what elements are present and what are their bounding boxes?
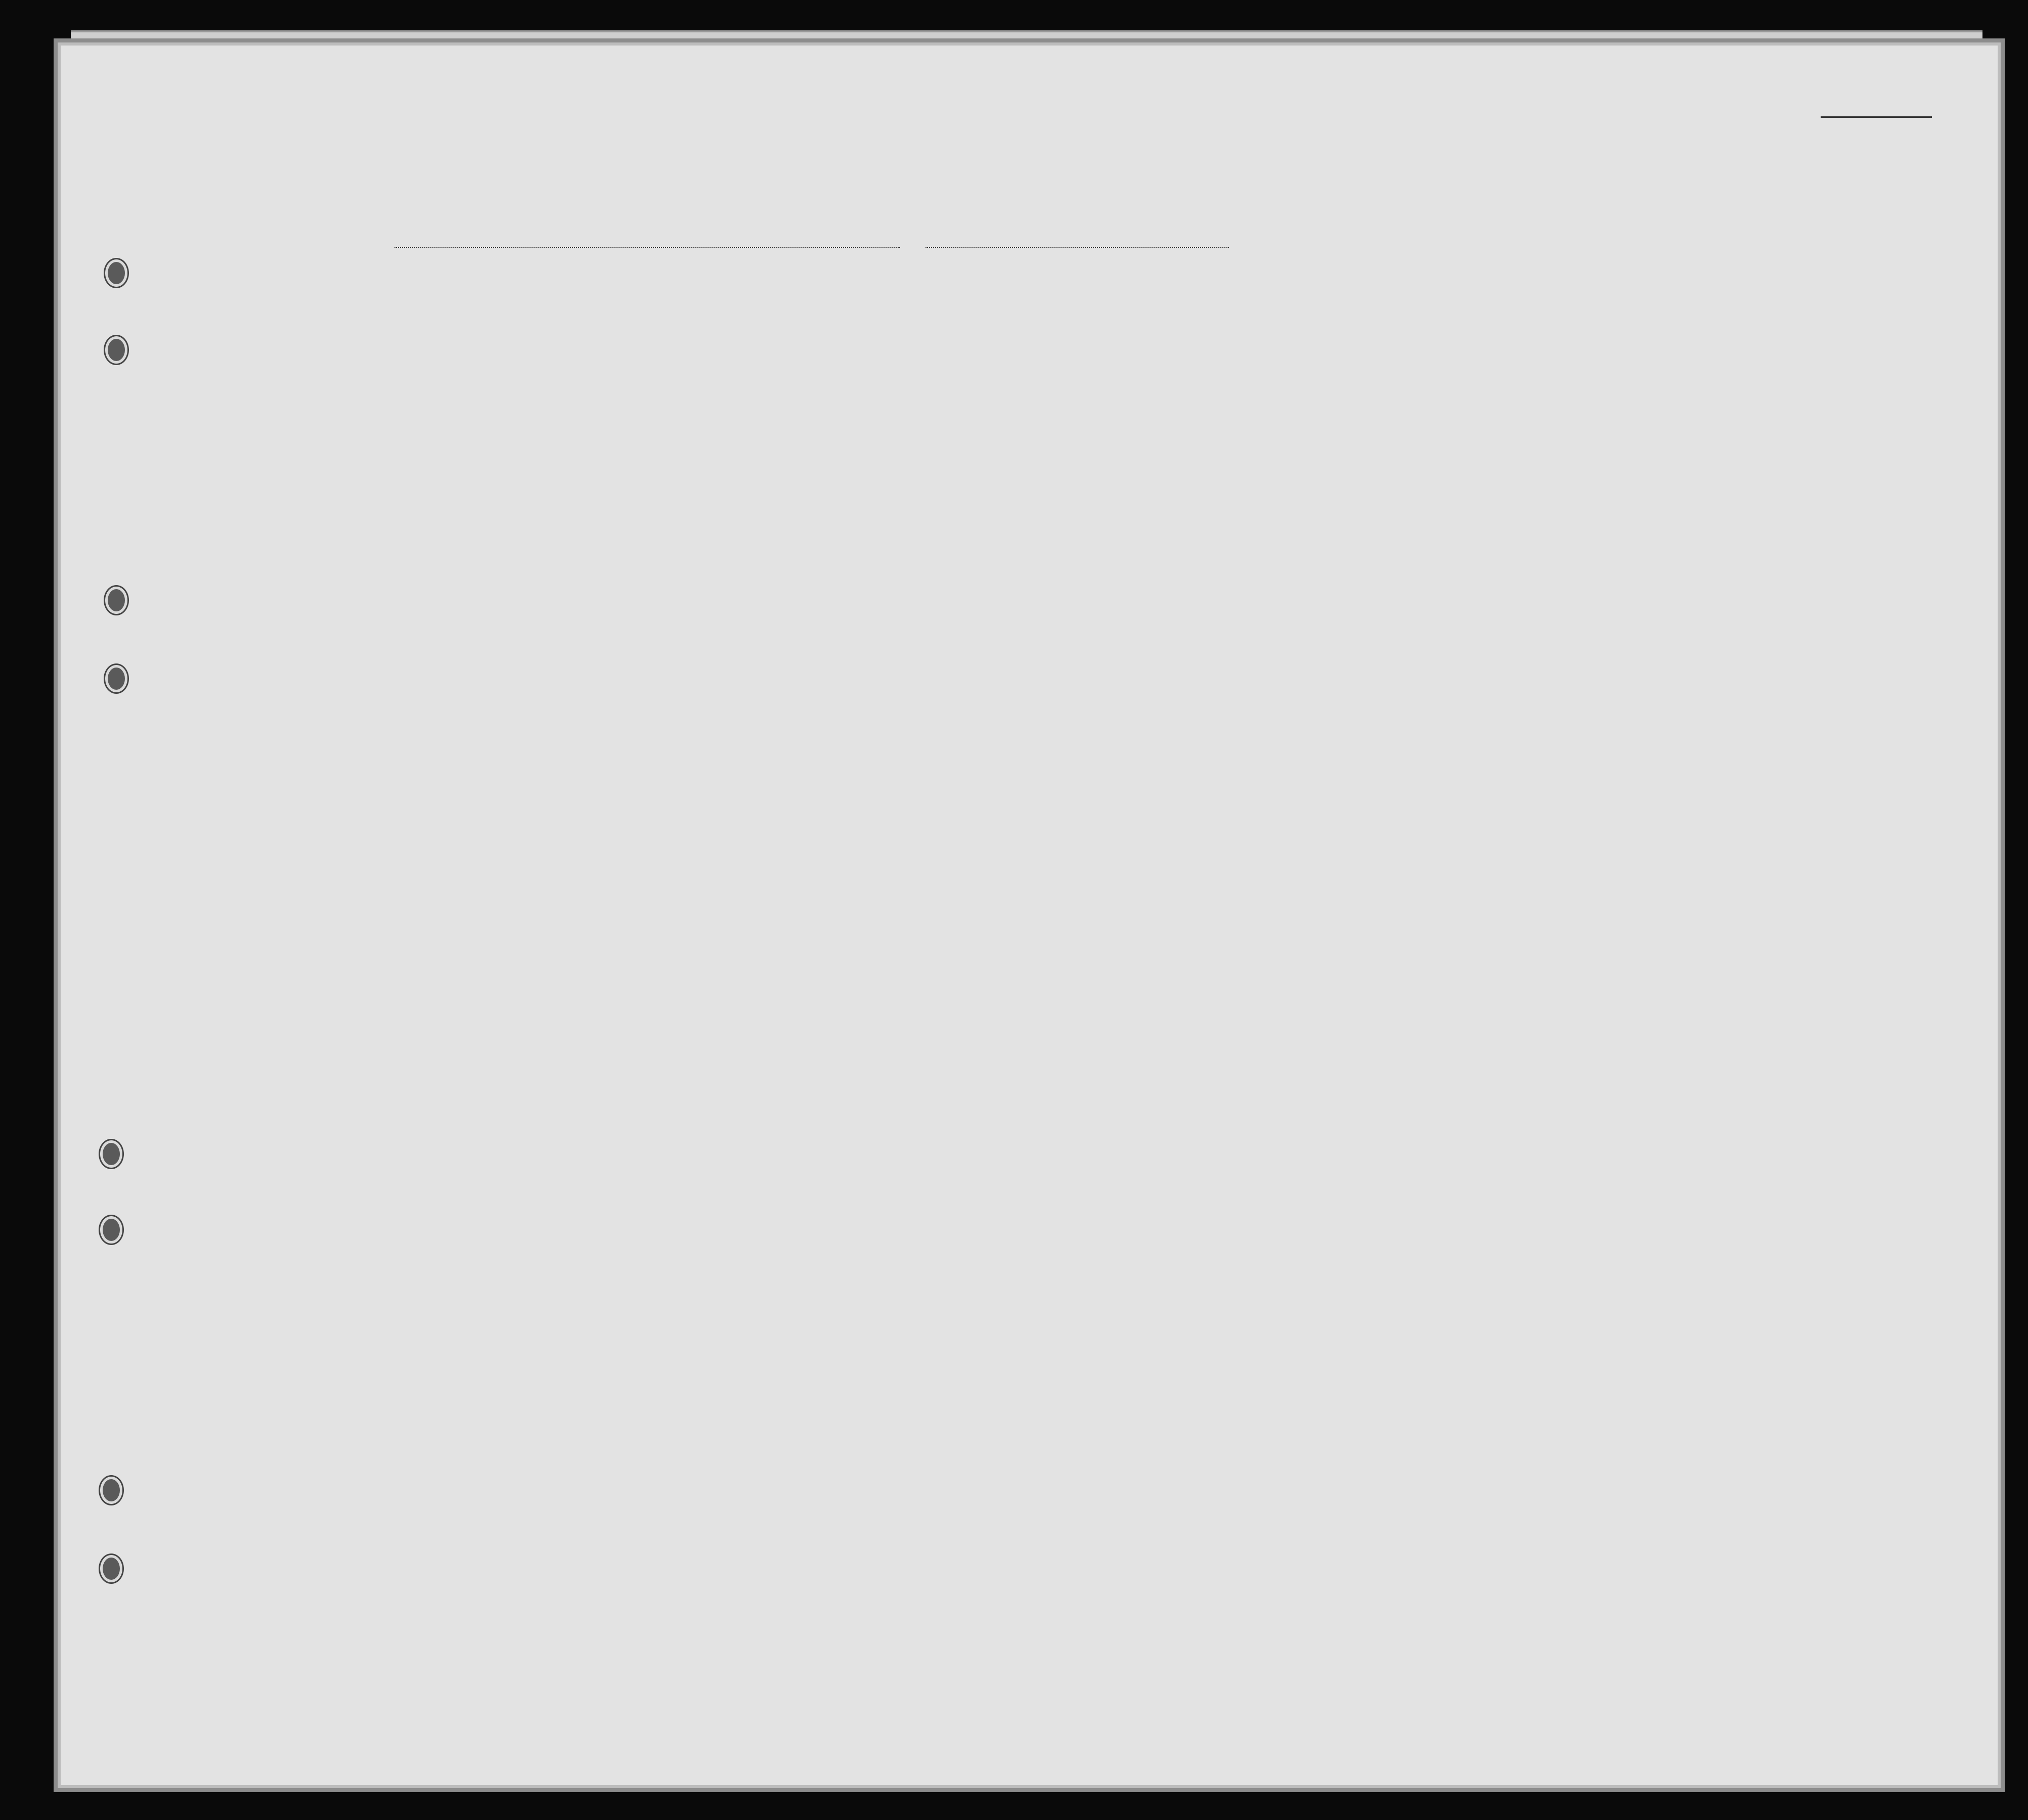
header-offer [1464,314,1500,435]
header-ticket [625,314,650,435]
header-purpose-length [1234,329,1254,440]
header-deported [1512,314,1537,435]
binder-hole-icon [100,1555,122,1582]
header-polygamist [1365,314,1381,435]
binder-hole-icon [100,1216,122,1244]
header-feet [1669,402,1684,437]
header-inches [1689,402,1704,437]
header-purpose-return [1171,329,1216,440]
binder-hole-icon [105,665,127,692]
binder-hole-icon [105,587,127,614]
binder-hole-icon [105,336,127,364]
binder-hole-icon [105,259,127,287]
binder-hole-icon [100,1477,122,1504]
binder-hole-icon [100,1140,122,1168]
header-overthrow [1416,314,1457,435]
header-anarchist [1390,314,1405,435]
header-purpose-citizen [1292,329,1312,440]
header-fifty-dollars [754,314,774,435]
header-prison [1325,314,1360,435]
